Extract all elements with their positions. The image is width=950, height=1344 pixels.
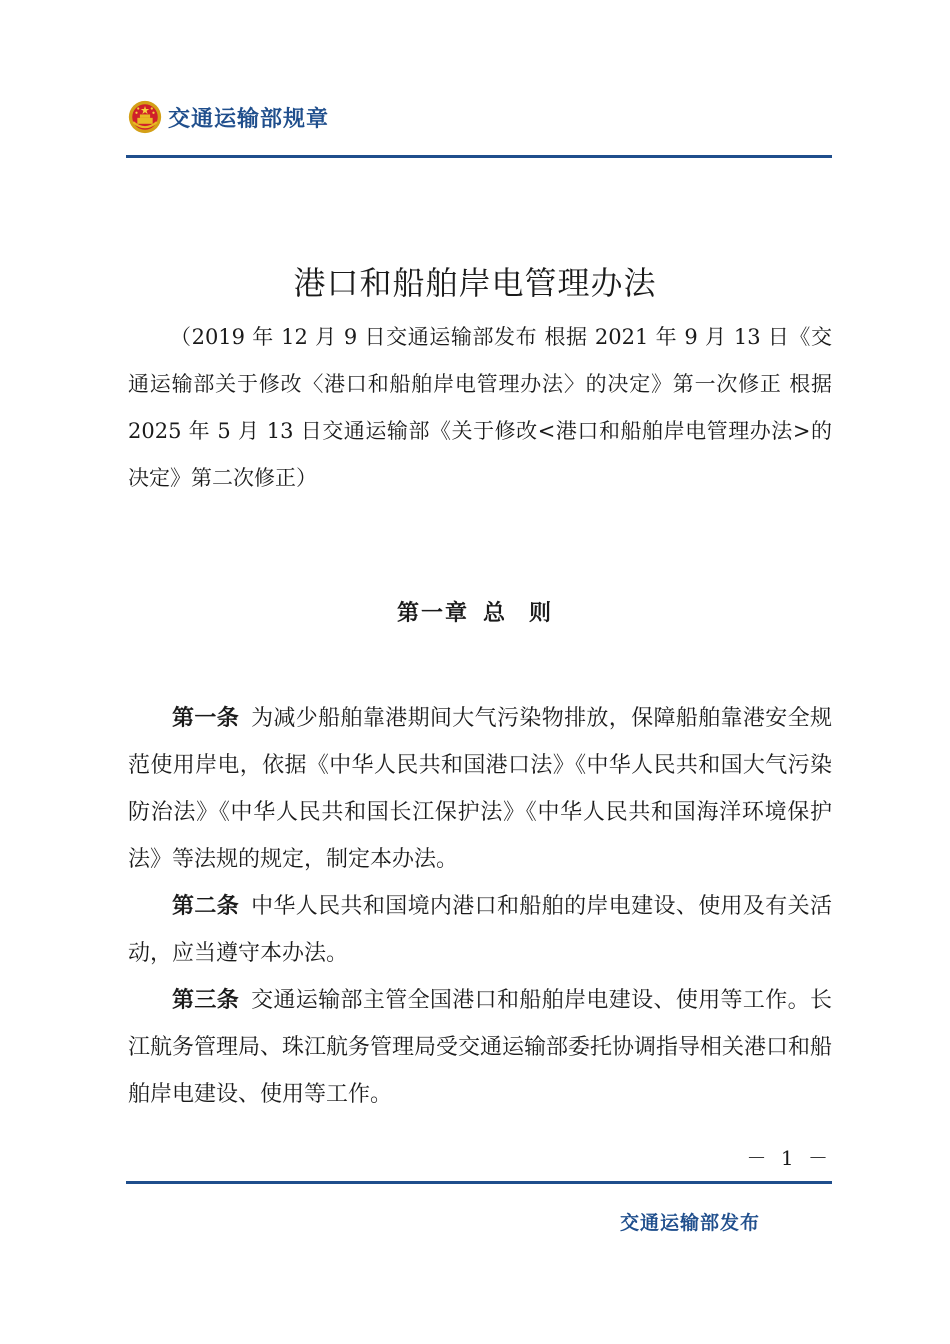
footer-publisher: 交通运输部发布 [620,1212,761,1234]
article-label: 第一条 [172,706,240,731]
chapter-name-part-2: 则 [529,601,554,626]
footer-divider [126,1181,832,1184]
chapter-number: 第一章 [396,601,469,626]
document-preamble: （2019 年 12 月 9 日交通运输部发布 根据 2021 年 9 月 13 日《交通运输部关于修改〈港口和船舶岸电管理办法〉的决定》第一次修正 根据 2025 年 5 月 13 日交通运输部《关于修改<港口和船舶岸电管理办法>的决定》第二次修正） [128,325,832,490]
articles [128,695,832,1118]
article-3 [128,977,832,1118]
article-text: 为减少船舶靠港期间大气污染物排放，保障船舶靠港安全规范使用岸电，依据《中华人民共和国港口法》《中华人民共和国大气污染防治法》《中华人民共和国长江保护法》《中华人民共和国海洋环境保护法》等法规的规定，制定本办法。 [128,706,832,872]
article-label: 第二条 [172,894,240,919]
header-title: 交通运输部规章 [168,106,330,132]
chapter-name-part-1: 总 [482,601,507,626]
article-label: 第三条 [172,988,240,1013]
header-divider [126,155,832,158]
page-header [128,100,329,134]
chapter-heading [0,596,950,627]
article-text: 中华人民共和国境内港口和船舶的岸电建设、使用及有关活动，应当遵守本办法。 [128,894,832,966]
article-text: 交通运输部主管全国港口和船舶岸电建设、使用等工作。长江航务管理局、珠江航务管理局受交通运输部委托协调指导相关港口和船舶岸电建设、使用等工作。 [128,988,833,1107]
article-1 [128,695,832,883]
national-emblem-icon [128,100,162,134]
document-title: 港口和船舶岸电管理办法 [293,264,657,302]
article-2 [128,883,832,977]
page-number: － 1 － [746,1146,832,1170]
